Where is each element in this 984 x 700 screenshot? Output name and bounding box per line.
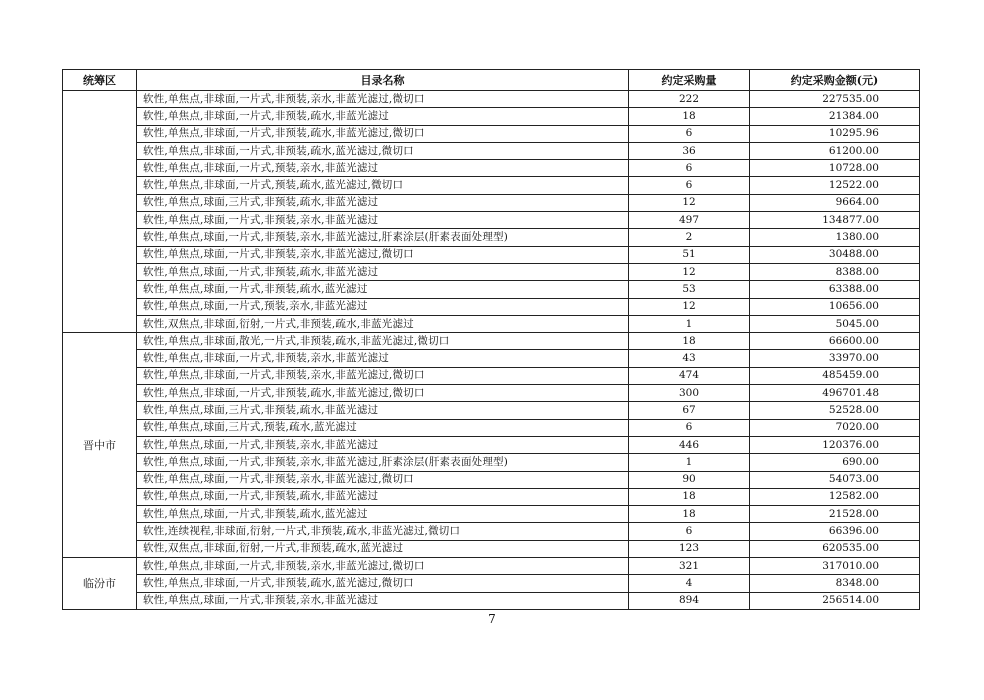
name-cell: 软性,单焦点,球面,三片式,非预装,疏水,非蓝光滤过: [137, 402, 629, 419]
table-row: [63, 108, 920, 125]
table-row: [63, 471, 920, 488]
table-row: [63, 540, 920, 557]
qty-cell: 446: [629, 436, 750, 453]
table-row: [63, 488, 920, 505]
qty-cell: 6: [629, 523, 750, 540]
qty-cell: 18: [629, 488, 750, 505]
table-row: [63, 402, 920, 419]
qty-cell: 18: [629, 108, 750, 125]
name-cell: 软性,单焦点,非球面,一片式,非预装,亲水,非蓝光滤过,微切口: [137, 91, 629, 108]
amount-cell: 5045.00: [750, 315, 920, 332]
name-cell: 软性,单焦点,非球面,一片式,非预装,疏水,非蓝光滤过,微切口: [137, 125, 629, 142]
header-qty: 约定采购量: [629, 70, 750, 91]
table-row: [63, 194, 920, 211]
header-amount: 约定采购金额(元): [750, 70, 920, 91]
name-cell: 软性,单焦点,球面,一片式,非预装,亲水,非蓝光滤过,微切口: [137, 246, 629, 263]
amount-cell: 7020.00: [750, 419, 920, 436]
qty-cell: 12: [629, 194, 750, 211]
amount-cell: 120376.00: [750, 436, 920, 453]
name-cell: 软性,双焦点,非球面,衍射,一片式,非预装,疏水,非蓝光滤过: [137, 315, 629, 332]
qty-cell: 6: [629, 160, 750, 177]
name-cell: 软性,单焦点,球面,三片式,预装,疏水,蓝光滤过: [137, 419, 629, 436]
qty-cell: 18: [629, 333, 750, 350]
name-cell: 软性,单焦点,球面,一片式,非预装,疏水,蓝光滤过: [137, 281, 629, 298]
table-row: [63, 298, 920, 315]
qty-cell: 497: [629, 212, 750, 229]
table-row: [63, 367, 920, 384]
amount-cell: 10656.00: [750, 298, 920, 315]
amount-cell: 317010.00: [750, 558, 920, 575]
table-row: [63, 91, 920, 108]
amount-cell: 63388.00: [750, 281, 920, 298]
amount-cell: 66600.00: [750, 333, 920, 350]
qty-cell: 36: [629, 142, 750, 159]
table-row: [63, 229, 920, 246]
qty-cell: 474: [629, 367, 750, 384]
name-cell: 软性,单焦点,非球面,一片式,非预装,疏水,蓝光滤过,微切口: [137, 142, 629, 159]
name-cell: 软性,单焦点,球面,一片式,非预装,亲水,非蓝光滤过,肝素涂层(肝素表面处理型): [137, 454, 629, 471]
name-cell: 软性,单焦点,球面,一片式,非预装,亲水,非蓝光滤过,微切口: [137, 471, 629, 488]
table-row: [63, 436, 920, 453]
region-cell: 临汾市: [63, 558, 137, 610]
amount-cell: 485459.00: [750, 367, 920, 384]
amount-cell: 12582.00: [750, 488, 920, 505]
qty-cell: 18: [629, 506, 750, 523]
name-cell: 软性,单焦点,球面,一片式,非预装,疏水,非蓝光滤过: [137, 488, 629, 505]
procurement-table-container: [62, 69, 920, 610]
qty-cell: 1: [629, 454, 750, 471]
name-cell: 软性,单焦点,非球面,一片式,非预装,疏水,蓝光滤过,微切口: [137, 575, 629, 592]
amount-cell: 496701.48: [750, 385, 920, 402]
amount-cell: 12522.00: [750, 177, 920, 194]
table-row: [63, 558, 920, 575]
table-row: [63, 592, 920, 609]
table-row: [63, 246, 920, 263]
name-cell: 软性,单焦点,非球面,散光,一片式,非预装,疏水,非蓝光滤过,微切口: [137, 333, 629, 350]
table-row: [63, 454, 920, 471]
region-cell: [63, 91, 137, 333]
qty-cell: 67: [629, 402, 750, 419]
qty-cell: 894: [629, 592, 750, 609]
table-row: [63, 281, 920, 298]
name-cell: 软性,单焦点,非球面,一片式,非预装,亲水,非蓝光滤过: [137, 350, 629, 367]
name-cell: 软性,单焦点,球面,一片式,非预装,疏水,蓝光滤过: [137, 506, 629, 523]
name-cell: 软性,单焦点,非球面,一片式,预装,亲水,非蓝光滤过: [137, 160, 629, 177]
name-cell: 软性,单焦点,非球面,一片式,非预装,疏水,非蓝光滤过,微切口: [137, 385, 629, 402]
table-row: [63, 177, 920, 194]
amount-cell: 10295.96: [750, 125, 920, 142]
qty-cell: 123: [629, 540, 750, 557]
amount-cell: 8388.00: [750, 263, 920, 280]
name-cell: 软性,单焦点,非球面,一片式,非预装,亲水,非蓝光滤过,微切口: [137, 367, 629, 384]
region-cell: 晋中市: [63, 333, 137, 558]
table-row: [63, 385, 920, 402]
table-row: [63, 160, 920, 177]
procurement-table: [62, 69, 920, 610]
qty-cell: 321: [629, 558, 750, 575]
qty-cell: 6: [629, 419, 750, 436]
amount-cell: 9664.00: [750, 194, 920, 211]
name-cell: 软性,单焦点,球面,一片式,非预装,亲水,非蓝光滤过: [137, 212, 629, 229]
name-cell: 软性,单焦点,非球面,一片式,预装,疏水,蓝光滤过,微切口: [137, 177, 629, 194]
table-row: [63, 212, 920, 229]
header-name: 目录名称: [137, 70, 629, 91]
table-row: [63, 125, 920, 142]
name-cell: 软性,连续视程,非球面,衍射,一片式,非预装,疏水,非蓝光滤过,微切口: [137, 523, 629, 540]
table-row: [63, 315, 920, 332]
amount-cell: 10728.00: [750, 160, 920, 177]
table-row: [63, 523, 920, 540]
table-row: [63, 142, 920, 159]
qty-cell: 12: [629, 263, 750, 280]
table-row: [63, 575, 920, 592]
qty-cell: 1: [629, 315, 750, 332]
qty-cell: 6: [629, 177, 750, 194]
amount-cell: 256514.00: [750, 592, 920, 609]
name-cell: 软性,单焦点,非球面,一片式,非预装,疏水,非蓝光滤过: [137, 108, 629, 125]
qty-cell: 53: [629, 281, 750, 298]
amount-cell: 620535.00: [750, 540, 920, 557]
page-number: 7: [488, 612, 496, 626]
qty-cell: 2: [629, 229, 750, 246]
table-row: [63, 506, 920, 523]
amount-cell: 33970.00: [750, 350, 920, 367]
amount-cell: 52528.00: [750, 402, 920, 419]
name-cell: 软性,单焦点,球面,一片式,预装,亲水,非蓝光滤过: [137, 298, 629, 315]
name-cell: 软性,双焦点,非球面,衍射,一片式,非预装,疏水,蓝光滤过: [137, 540, 629, 557]
name-cell: 软性,单焦点,球面,一片式,非预装,亲水,非蓝光滤过: [137, 592, 629, 609]
amount-cell: 8348.00: [750, 575, 920, 592]
name-cell: 软性,单焦点,球面,一片式,非预装,疏水,非蓝光滤过: [137, 263, 629, 280]
qty-cell: 300: [629, 385, 750, 402]
qty-cell: 222: [629, 91, 750, 108]
qty-cell: 51: [629, 246, 750, 263]
amount-cell: 21528.00: [750, 506, 920, 523]
table-row: [63, 350, 920, 367]
name-cell: 软性,单焦点,球面,一片式,非预装,亲水,非蓝光滤过: [137, 436, 629, 453]
qty-cell: 12: [629, 298, 750, 315]
amount-cell: 690.00: [750, 454, 920, 471]
qty-cell: 6: [629, 125, 750, 142]
amount-cell: 61200.00: [750, 142, 920, 159]
amount-cell: 30488.00: [750, 246, 920, 263]
amount-cell: 54073.00: [750, 471, 920, 488]
qty-cell: 4: [629, 575, 750, 592]
amount-cell: 227535.00: [750, 91, 920, 108]
amount-cell: 21384.00: [750, 108, 920, 125]
table-row: [63, 419, 920, 436]
amount-cell: 66396.00: [750, 523, 920, 540]
name-cell: 软性,单焦点,非球面,一片式,非预装,亲水,非蓝光滤过,微切口: [137, 558, 629, 575]
table-body: [63, 91, 920, 610]
table-row: [63, 333, 920, 350]
header-region: 统筹区: [63, 70, 137, 91]
amount-cell: 1380.00: [750, 229, 920, 246]
amount-cell: 134877.00: [750, 212, 920, 229]
qty-cell: 43: [629, 350, 750, 367]
table-row: [63, 263, 920, 280]
name-cell: 软性,单焦点,球面,一片式,非预装,亲水,非蓝光滤过,肝素涂层(肝素表面处理型): [137, 229, 629, 246]
qty-cell: 90: [629, 471, 750, 488]
table-header-row: [63, 70, 920, 91]
name-cell: 软性,单焦点,球面,三片式,非预装,疏水,非蓝光滤过: [137, 194, 629, 211]
